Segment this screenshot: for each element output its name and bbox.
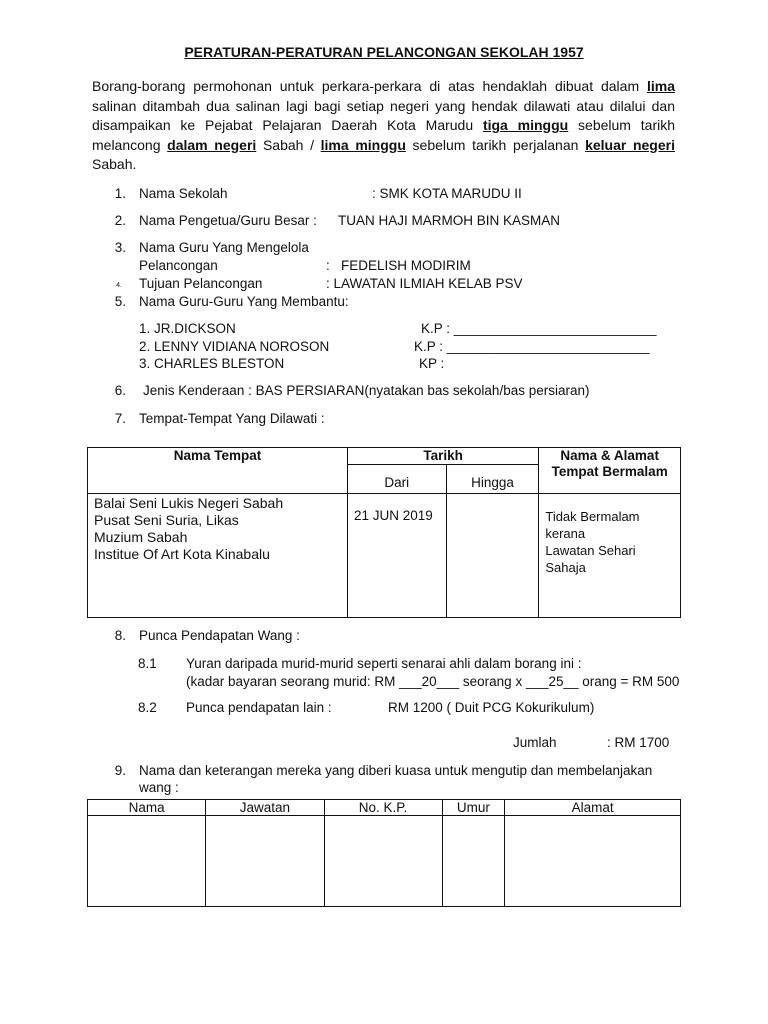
lodging-cell [539, 494, 681, 618]
blank-cell [442, 816, 505, 907]
header-tarikh: Tarikh [347, 448, 538, 465]
lodging-line: Tidak Bermalam [545, 509, 640, 524]
vehicle-label: Jenis Kenderaan : BAS PERSIARAN(nyatakan bas sekolah/bas persiaran) [143, 383, 590, 398]
header-hingga: Hingga [446, 465, 539, 494]
lodging-line: kerana [545, 526, 586, 541]
places-table [87, 447, 681, 618]
place-item: Balai Seni Lukis Negeri Sabah [94, 495, 284, 511]
purpose-value: : LAWATAN ILMIAH KELAB PSV [326, 276, 523, 291]
intro-bold: keluar negeri [585, 136, 675, 153]
helper-name: 1. JR.DICKSON [139, 321, 236, 336]
teacher-colon: : [326, 258, 330, 273]
authorized-table [87, 799, 681, 907]
item-number: 4. [116, 282, 122, 289]
helper-kp: KP : [419, 356, 445, 371]
header-nama-tempat: Nama Tempat [88, 448, 348, 494]
date-from-cell: 21 JUN 2019 [347, 494, 446, 618]
other-income-value: RM 1200 ( Duit PCG Kokurikulum) [388, 700, 595, 715]
intro-text: Sabah. [92, 156, 137, 172]
header-alamat: Alamat [505, 800, 681, 816]
total-value: : RM 1700 [607, 735, 670, 750]
intro-bold: tiga minggu [482, 117, 569, 133]
authorized-label-2: wang : [139, 780, 179, 795]
place-item: Pusat Seni Suria, Likas [94, 512, 239, 528]
total-label: Jumlah [513, 735, 557, 750]
purpose-label: Tujuan Pelancongan [139, 276, 263, 291]
date-to-cell [446, 494, 539, 618]
item-number: 1. [114, 186, 126, 201]
blank-cell [206, 816, 324, 907]
income-label: Punca Pendapatan Wang : [139, 628, 300, 643]
item-number: 7. [114, 411, 126, 426]
item-number: 6. [114, 383, 126, 398]
fee-calculation: (kadar bayaran seorang murid: RM ___20___ seorang x ___25__ orang = RM 500 [186, 674, 680, 689]
intro-bold: dalam negeri [167, 136, 257, 153]
header-jawatan: Jawatan [206, 800, 324, 816]
intro-text: Borang-borang permohonan untuk perkara-perkara di atas hendaklah dibuat dalam [92, 78, 647, 94]
item-number: 3. [114, 240, 126, 255]
item-number: 2. [114, 213, 126, 228]
blank-cell [324, 816, 442, 907]
places-label: Tempat-Tempat Yang Dilawati : [139, 411, 325, 426]
authorized-label: Nama dan keterangan mereka yang diberi kuasa untuk mengutip dan membelanjakan [139, 763, 653, 778]
teacher-value: FEDELISH MODIRIM [341, 258, 471, 273]
intro-bold: lima [646, 78, 675, 94]
lodging-line: Sahaja [545, 560, 586, 575]
subitem-number: 8.2 [138, 700, 157, 715]
teacher-label-2: Pelancongan [139, 258, 218, 273]
header-nama: Nama [88, 800, 206, 816]
blank-cell [505, 816, 681, 907]
helper-name: 2. LENNY VIDIANA NOROSON [139, 339, 330, 354]
intro-text: sebelum tarikh melancong [92, 117, 676, 153]
place-item: Muzium Sabah [94, 529, 188, 545]
school-name-label: Nama Sekolah [139, 186, 228, 201]
item-number: 5. [114, 294, 126, 309]
place-item: Institue Of Art Kota Kinabalu [94, 546, 270, 562]
item-number: 8. [114, 628, 126, 643]
fee-label: Yuran daripada murid-murid seperti senarai ahli dalam borang ini : [186, 656, 582, 671]
helpers-label: Nama Guru-Guru Yang Membantu: [139, 294, 349, 309]
intro-paragraph [92, 77, 675, 175]
principal-value: TUAN HAJI MARMOH BIN KASMAN [338, 213, 561, 228]
principal-label: Nama Pengetua/Guru Besar : [139, 213, 317, 228]
document-title: PERATURAN-PERATURAN PELANCONGAN SEKOLAH 1957 [184, 44, 584, 60]
header-umur: Umur [442, 800, 505, 816]
intro-bold: lima minggu [320, 136, 406, 153]
helper-kp: K.P : ___________________________ [421, 321, 657, 336]
blank-cell [88, 816, 206, 907]
lodging-line: Lawatan Sehari [545, 543, 636, 558]
header-no-kp: No. K.P. [324, 800, 442, 816]
header-dari: Dari [347, 465, 446, 494]
intro-text: Sabah / [256, 136, 321, 153]
places-cell [88, 494, 348, 618]
item-number: 9. [114, 763, 126, 778]
helper-name: 3. CHARLES BLESTON [139, 356, 285, 371]
intro-text: sebelum tarikh perjalanan [405, 136, 586, 153]
teacher-label: Nama Guru Yang Mengelola [139, 240, 309, 255]
school-name-value: : SMK KOTA MARUDU II [372, 186, 522, 201]
other-income-label: Punca pendapatan lain : [186, 700, 332, 715]
header-alamat: Nama & Alamat Tempat Bermalam [539, 448, 681, 494]
intro-text: salinan ditambah dua salinan lagi bagi setiap negeri yang hendak dilawati atau dilalui dan disampaikan ke Pejabat Pelajaran Daerah Kota Marudu [92, 97, 675, 133]
helper-kp: K.P : ___________________________ [414, 339, 650, 354]
subitem-number: 8.1 [138, 656, 157, 671]
